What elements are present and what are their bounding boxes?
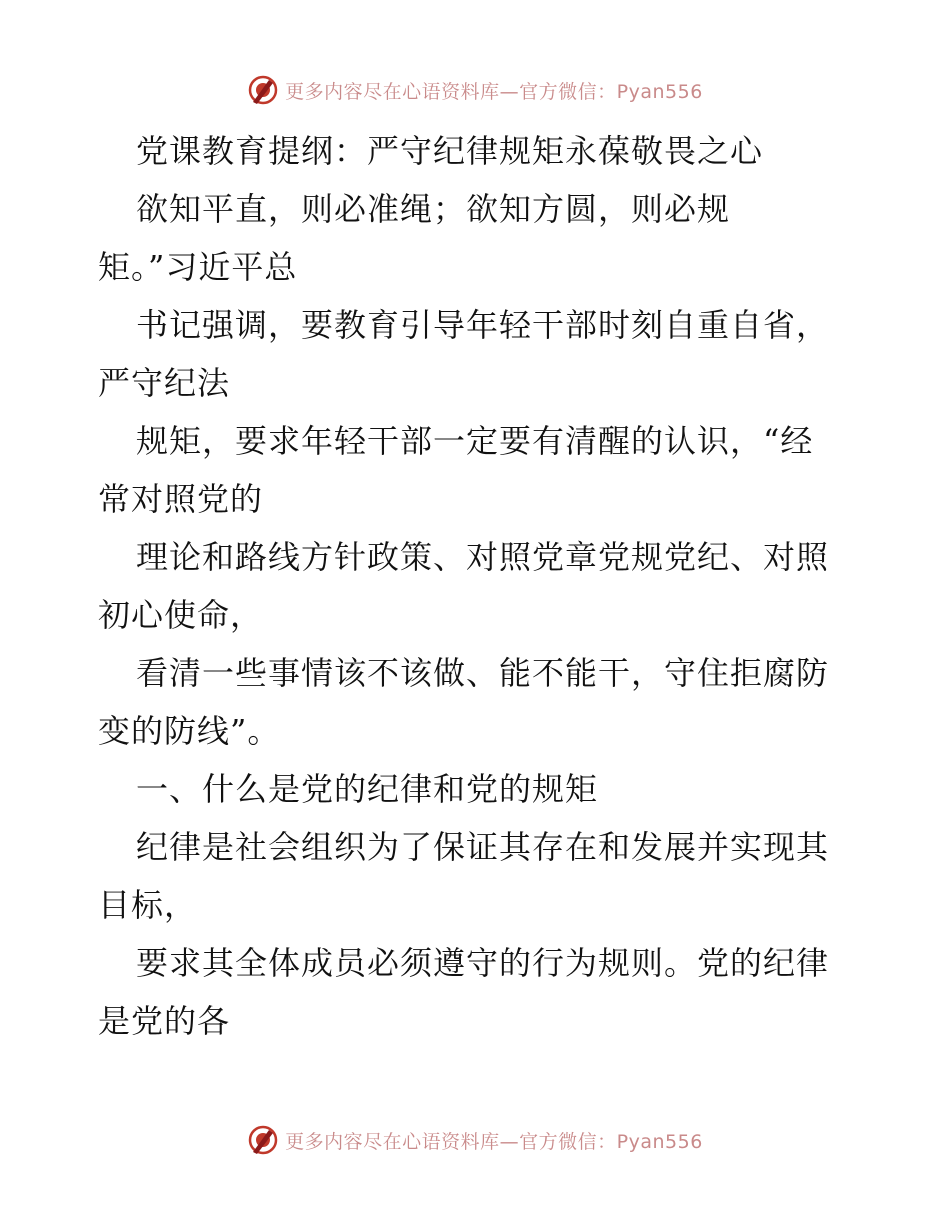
footer-banner-text: 更多内容尽在心语资料库—官方微信：Pyan556 [285, 1130, 703, 1153]
text-line: 目标， [98, 886, 198, 924]
document-body [98, 122, 858, 1050]
header-banner-inner [247, 74, 703, 106]
text-line: 欲知平直，则必准绳；欲知方圆，则必规 [136, 190, 731, 228]
text-line: 规矩，要求年轻干部一定要有清醒的认识，“经 [136, 422, 814, 460]
quill-seal-icon [247, 1124, 279, 1156]
quill-seal-icon [247, 74, 279, 106]
text-line: 书记强调，要教育引导年轻干部时刻自重自省， [136, 306, 830, 344]
text-line: 要求其全体成员必须遵守的行为规则。党的纪律 [136, 944, 830, 982]
text-line: 是党的各 [98, 1002, 231, 1040]
text-line: 严守纪法 [98, 364, 231, 402]
header-banner [0, 72, 950, 108]
section-heading: 一、什么是党的纪律和党的规矩 [136, 770, 599, 808]
footer-banner-inner [247, 1124, 703, 1156]
text-line: 变的防线”。 [98, 712, 281, 750]
footer-banner [0, 1122, 950, 1158]
header-banner-text: 更多内容尽在心语资料库—官方微信：Pyan556 [285, 80, 703, 103]
text-line: 矩。”习近平总 [98, 248, 298, 286]
text-line: 看清一些事情该不该做、能不能干，守住拒腐防 [136, 654, 830, 692]
text-line: 理论和路线方针政策、对照党章党规党纪、对照 [136, 538, 830, 576]
text-line: 常对照党的 [98, 480, 264, 518]
text-line: 纪律是社会组织为了保证其存在和发展并实现其 [136, 828, 830, 866]
document-title: 党课教育提纲：严守纪律规矩永葆敬畏之心 [136, 132, 764, 170]
text-line: 初心使命， [98, 596, 264, 634]
